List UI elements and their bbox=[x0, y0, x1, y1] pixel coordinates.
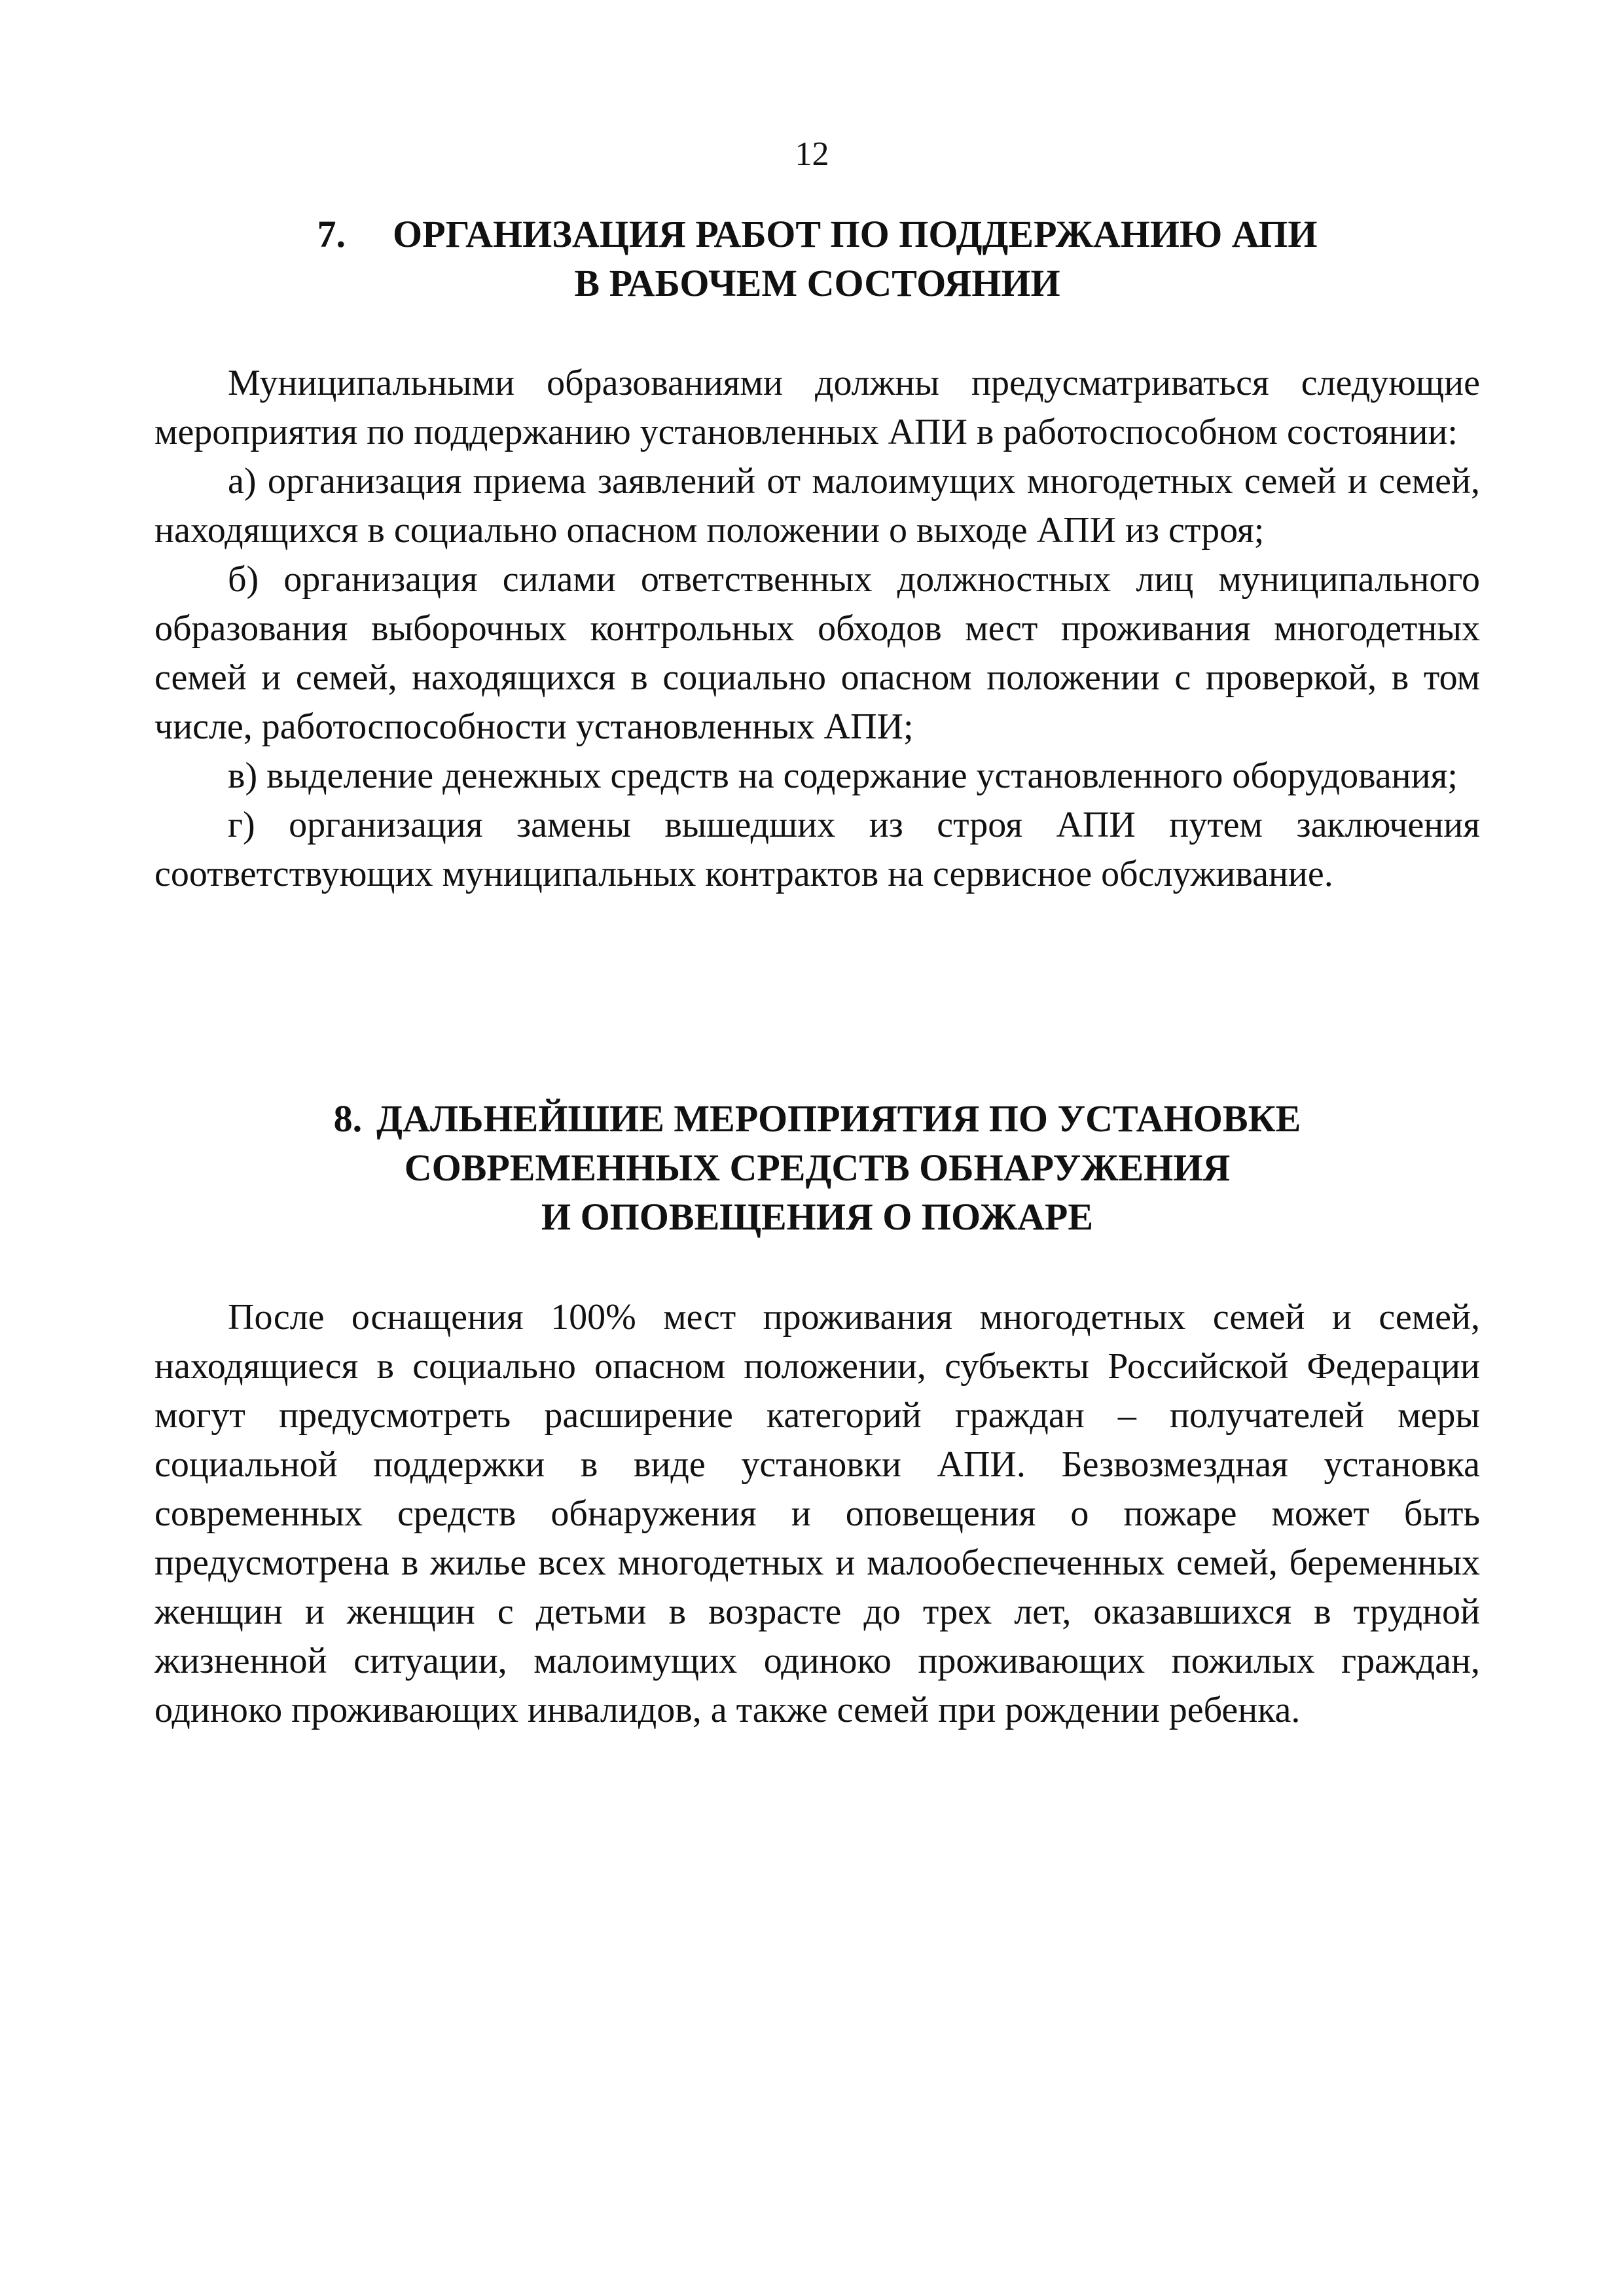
section-7-number: 7. bbox=[317, 213, 346, 255]
section-7-item-b: б) организация силами ответственных должностных лиц муниципального образования выборочных контрольных обходов мест проживания многодетных семей и семей, находящихся в социально опасном положении с проверкой, в том числе, работоспособности установленных АПИ; bbox=[154, 559, 1480, 747]
section-7-title-line-2: В РАБОЧЕМ СОСТОЯНИИ bbox=[574, 262, 1060, 304]
page-number: 12 bbox=[795, 136, 829, 173]
section-7-item-a: а) организация приема заявлений от малоимущих многодетных семей и семей, находящихся в социально опасном положении о выходе АПИ из строя; bbox=[154, 461, 1480, 551]
section-8-title-line-3: И ОПОВЕЩЕНИЯ О ПОЖАРЕ bbox=[541, 1195, 1094, 1238]
section-7-title-line-1 bbox=[154, 210, 1480, 259]
section-8-body bbox=[154, 1293, 1480, 1735]
section-8-heading bbox=[154, 1094, 1480, 1241]
section-7-title-text-1: ОРГАНИЗАЦИЯ РАБОТ ПО ПОДДЕРЖАНИЮ АПИ bbox=[393, 213, 1318, 255]
section-7-item-g: г) организация замены вышедших из строя АПИ путем заключения соответствующих муниципальных контрактов на сервисное обслуживание. bbox=[154, 805, 1480, 894]
section-7-heading bbox=[154, 210, 1480, 308]
section-7-intro: Муниципальными образованиями должны предусматриваться следующие мероприятия по поддержанию установленных АПИ в работоспособном состоянии: bbox=[154, 363, 1480, 452]
section-7-item-v: в) выделение денежных средств на содержание установленного оборудования; bbox=[228, 756, 1458, 796]
section-8-title-line-1 bbox=[154, 1094, 1480, 1143]
section-7-body bbox=[154, 359, 1480, 899]
section-8-number: 8. bbox=[333, 1097, 363, 1140]
section-8-paragraph: После оснащения 100% мест проживания многодетных семей и семей, находящиеся в социально опасном положении, субъекты Российской Федерации могут предусмотреть расширение категорий граждан – получателей меры социальной поддержки в виде установки АПИ. Безвозмездная установка современных средств обнаружения и оповещения о пожаре может быть предусмотрена в жилье всех многодетных и малообеспеченных семей, беременных женщин и женщин с детьми в возрасте до трех лет, оказавшихся в трудной жизненной ситуации, малоимущих одиноко проживающих пожилых граждан, одиноко проживающих инвалидов, а также семей при рождении ребенка. bbox=[154, 1297, 1480, 1730]
section-8-title-line-2: СОВРЕМЕННЫХ СРЕДСТВ ОБНАРУЖЕНИЯ bbox=[404, 1146, 1231, 1189]
section-8-title-text-1: ДАЛЬНЕЙШИЕ МЕРОПРИЯТИЯ ПО УСТАНОВКЕ bbox=[376, 1097, 1301, 1140]
